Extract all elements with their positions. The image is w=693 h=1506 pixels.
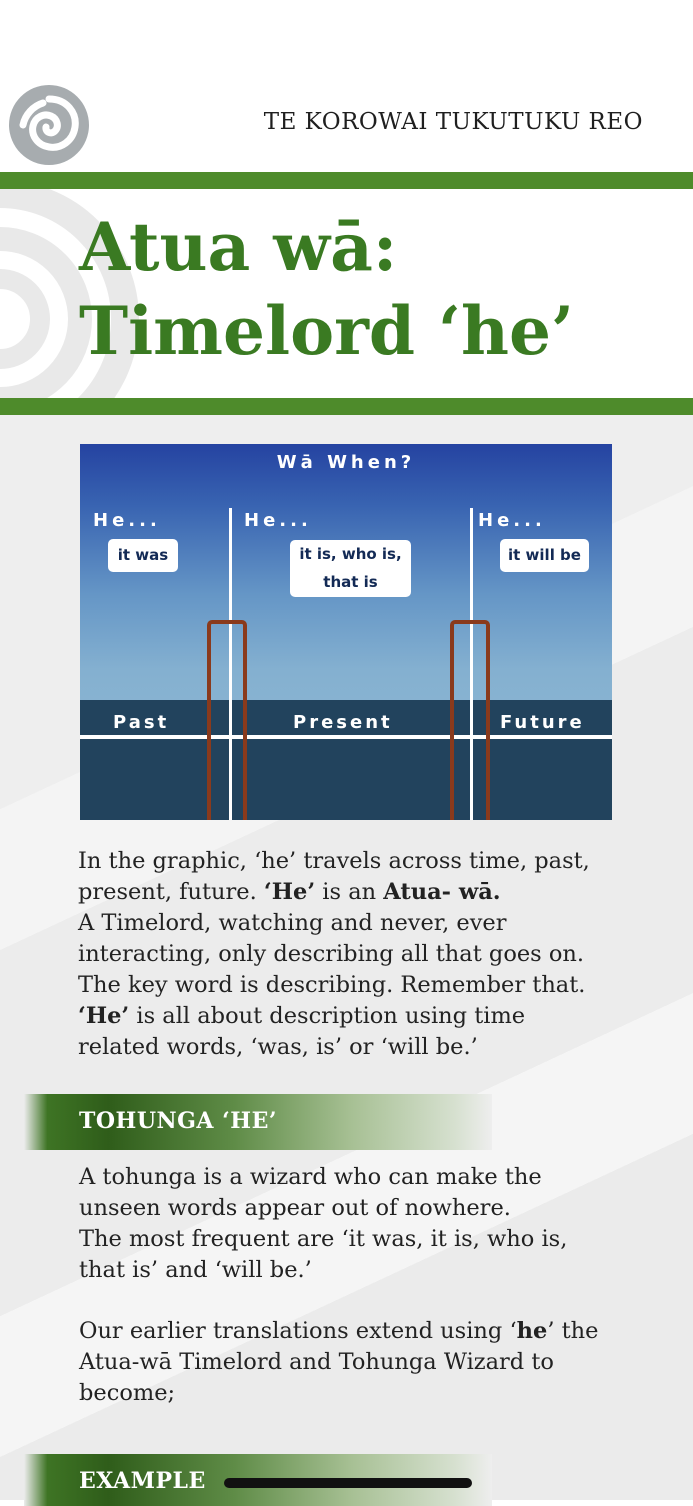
section-heading-label: EXAMPLE <box>79 1468 206 1494</box>
graphic-title: Wā When? <box>276 452 416 473</box>
page-title <box>79 205 574 373</box>
time-label-present: Present <box>293 712 393 733</box>
translations-line: become; <box>79 1380 176 1406</box>
header-divider-top <box>0 172 693 189</box>
header <box>0 0 693 172</box>
time-label-future: Future <box>500 712 585 733</box>
intro-line: present, future. <box>78 879 264 905</box>
translations-line: Our earlier translations extend using ‘ <box>79 1318 517 1344</box>
header-divider-bottom <box>0 398 693 415</box>
brand-title: TE KOROWAI TUKUTUKU REO <box>263 109 643 135</box>
section-heading-tohunga <box>24 1094 492 1150</box>
bubble-present-line2: that is <box>323 573 378 591</box>
tohunga-paragraph <box>79 1162 639 1286</box>
tohunga-line: A tohunga is a wizard who can make the <box>79 1164 542 1190</box>
intro-line: In the graphic, ‘he’ travels across time, past, <box>78 848 590 874</box>
title-area <box>0 189 693 398</box>
translations-bold-he: he <box>516 1318 548 1344</box>
intro-line: A Timelord, watching and never, ever <box>78 910 507 936</box>
intro-paragraph <box>78 846 638 1063</box>
intro-line: The key word is describing. Remember that. <box>78 972 586 998</box>
time-label-past: Past <box>113 712 170 733</box>
page-title-line1: Atua wā: <box>79 208 398 286</box>
intro-line: interacting, only describing all that goes on. <box>78 941 585 967</box>
graphic-horizon-line <box>80 735 612 739</box>
intro-bold-atua-wa: Atua- wā. <box>383 879 501 905</box>
bracket-post-left <box>207 620 247 820</box>
intro-bold-he: ‘He’ <box>263 879 316 905</box>
bubble-past: it was <box>108 539 178 572</box>
bubble-future: it will be <box>500 539 589 572</box>
home-indicator[interactable] <box>224 1478 472 1488</box>
translations-paragraph <box>79 1316 639 1409</box>
page-title-line2: Timelord ‘he’ <box>79 292 574 370</box>
tohunga-line: unseen words appear out of nowhere. <box>79 1195 511 1221</box>
intro-line: is an <box>315 879 384 905</box>
intro-line: is all about description using time <box>129 1003 526 1029</box>
koru-spiral-icon[interactable] <box>9 85 89 165</box>
he-label-future: He... <box>478 510 546 531</box>
section-heading-label: TOHUNGA ‘HE’ <box>79 1108 278 1134</box>
tohunga-line: The most frequent are ‘it was, it is, who is, <box>79 1226 568 1252</box>
he-label-present: He... <box>244 510 312 531</box>
bracket-post-right <box>450 620 490 820</box>
translations-line: Atua-wā Timelord and Tohunga Wizard to <box>79 1349 554 1375</box>
bubble-present-line1: it is, who is, <box>299 545 402 563</box>
tohunga-line: that is’ and ‘will be.’ <box>79 1257 312 1283</box>
intro-bold-he: ‘He’ <box>78 1003 130 1029</box>
translations-line: ’ the <box>547 1318 599 1344</box>
he-label-past: He... <box>93 510 161 531</box>
timeline-graphic <box>80 444 612 820</box>
intro-line: related words, ‘was, is’ or ‘will be.’ <box>78 1034 478 1060</box>
bubble-present <box>290 540 411 597</box>
